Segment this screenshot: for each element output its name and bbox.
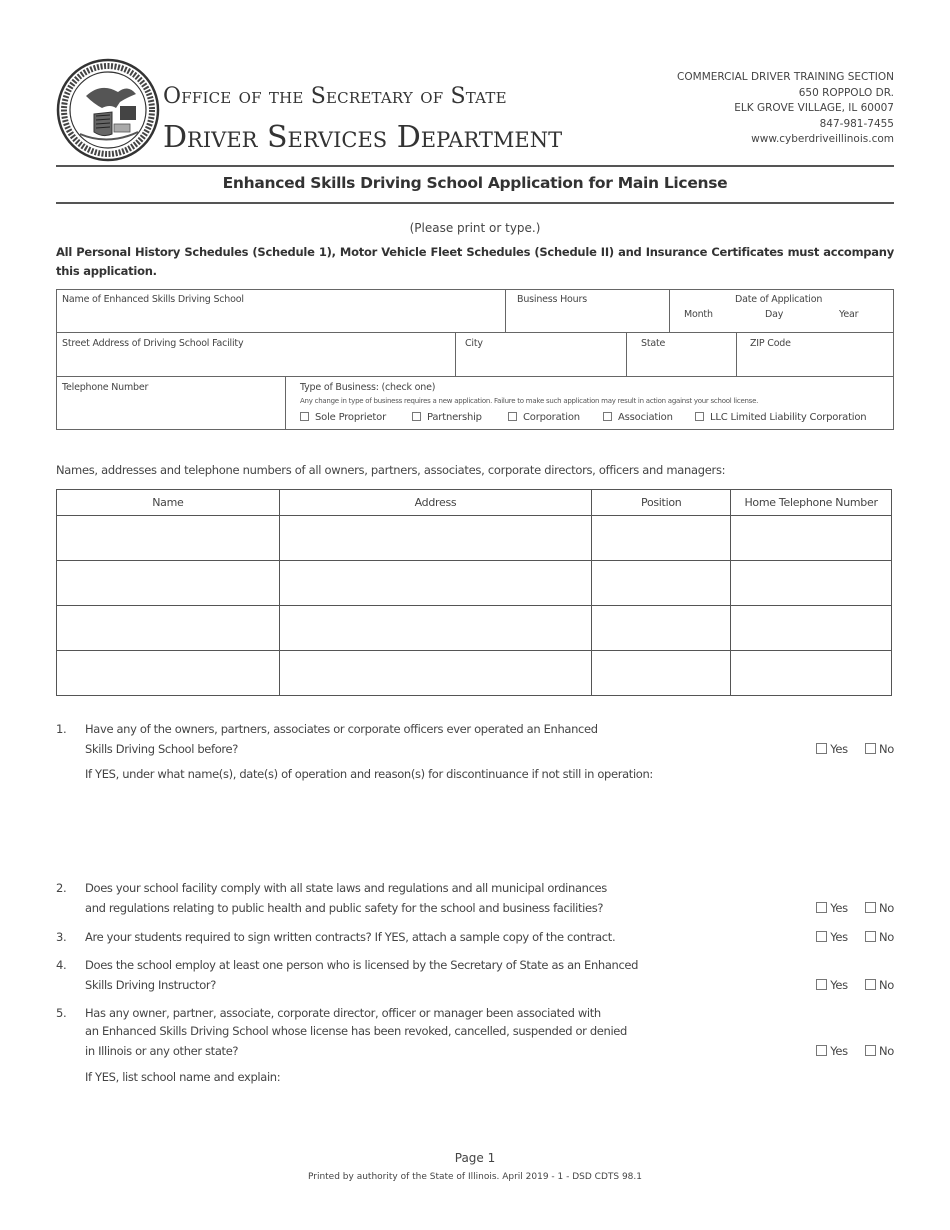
checkbox-icon[interactable]: [695, 412, 704, 421]
business-hours-cell: [505, 289, 670, 333]
question-text-line: an Enhanced Skills Driving School whose license has been revoked, cancelled, suspended or denied: [85, 1024, 627, 1038]
option-corporation[interactable]: Corporation: [508, 412, 580, 423]
option-sole-proprietor[interactable]: Sole Proprietor: [300, 412, 386, 423]
question-text-line: and regulations relating to public health and public safety for the school and business facilities?: [85, 901, 604, 915]
checkbox-icon[interactable]: [816, 1045, 827, 1056]
month-label: Month: [684, 309, 713, 320]
owner-name-cell[interactable]: [57, 606, 280, 651]
checkbox-icon[interactable]: [865, 1045, 876, 1056]
question-text-line: in Illinois or any other state?: [85, 1044, 239, 1058]
no-option[interactable]: No: [865, 739, 894, 759]
state-seal-icon: [56, 58, 160, 162]
street-address: 650 ROPPOLO DR.: [798, 86, 894, 99]
office-title: Office of the Secretary of State: [163, 84, 507, 109]
question-1: [56, 719, 894, 761]
yes-option[interactable]: Yes: [816, 927, 848, 947]
street-address-cell: [56, 332, 456, 377]
column-header-name: Name: [57, 490, 280, 516]
street-address-input[interactable]: [62, 353, 454, 375]
question-1-followup: If YES, under what name(s), date(s) of operation and reason(s) for discontinuance if not still in operation:: [85, 767, 653, 781]
city-cell: [455, 332, 627, 377]
question-text-line: Skills Driving Instructor?: [85, 978, 217, 992]
state-label: State: [641, 338, 666, 349]
form-title: Enhanced Skills Driving School Application for Main License: [222, 174, 728, 192]
no-option[interactable]: No: [865, 927, 894, 947]
table-row: [57, 516, 892, 561]
option-association[interactable]: Association: [603, 412, 673, 423]
no-option[interactable]: No: [865, 975, 894, 995]
question-number: 4.: [56, 958, 67, 972]
attachments-notice: All Personal History Schedules (Schedule 1), Motor Vehicle Fleet Schedules (Schedule II) and Insurance Certificates must accompany this application.: [56, 245, 894, 278]
street-address-label: Street Address of Driving School Facility: [62, 338, 244, 349]
checkbox-icon[interactable]: [508, 412, 517, 421]
state-input[interactable]: [632, 353, 734, 375]
business-type-note: Any change in type of business requires a new application. Failure to make such application may result in action against your school license.: [300, 397, 759, 405]
website-link[interactable]: www.cyberdriveillinois.com: [751, 133, 894, 145]
checkbox-icon[interactable]: [300, 412, 309, 421]
no-option[interactable]: No: [865, 1041, 894, 1061]
day-label: Day: [765, 309, 784, 320]
checkbox-icon[interactable]: [816, 902, 827, 913]
column-header-position: Position: [592, 490, 731, 516]
owner-address-cell[interactable]: [279, 651, 592, 696]
telephone-cell: [56, 376, 286, 430]
telephone-label: Telephone Number: [62, 382, 149, 393]
zip-input[interactable]: [742, 353, 891, 375]
question-number: 1.: [56, 722, 67, 736]
table-row: [57, 651, 892, 696]
city-input[interactable]: [461, 353, 625, 375]
question-text-line: Has any owner, partner, associate, corporate director, officer or manager been associated with: [85, 1006, 601, 1020]
table-row: [57, 606, 892, 651]
page-number: Page 1: [454, 1151, 496, 1165]
contact-address-block: [677, 70, 894, 148]
checkbox-icon[interactable]: [865, 902, 876, 913]
zip-cell: [736, 332, 894, 377]
checkbox-icon[interactable]: [865, 931, 876, 942]
school-name-label: Name of Enhanced Skills Driving School: [62, 294, 244, 305]
date-of-application-cell: [669, 289, 894, 333]
owners-intro-text: Names, addresses and telephone numbers of all owners, partners, associates, corporate directors, officers and managers:: [56, 463, 726, 477]
option-partnership[interactable]: Partnership: [412, 412, 482, 423]
business-hours-label: Business Hours: [517, 294, 587, 305]
department-title: Driver Services Department: [163, 120, 563, 155]
printed-by-notice: Printed by authority of the State of Illinois. April 2019 - 1 - DSD CDTS 98.1: [307, 1172, 642, 1182]
question-number: 5.: [56, 1006, 67, 1020]
year-label: Year: [839, 309, 859, 320]
school-name-cell: [56, 289, 506, 333]
city-label: City: [465, 338, 483, 349]
checkbox-icon[interactable]: [865, 743, 876, 754]
table-row: [57, 561, 892, 606]
question-5: [56, 1003, 894, 1065]
owner-phone-cell[interactable]: [731, 516, 892, 561]
business-type-label: Type of Business: (check one): [300, 382, 436, 393]
section-name: COMMERCIAL DRIVER TRAINING SECTION: [677, 71, 894, 83]
question-3: [56, 927, 894, 949]
title-divider: [56, 202, 894, 204]
owner-name-cell[interactable]: [57, 651, 280, 696]
owner-phone-cell[interactable]: [731, 561, 892, 606]
question-text-line: Have any of the owners, partners, associates or corporate officers ever operated an Enhanced: [85, 722, 598, 736]
owners-header-row: [57, 490, 892, 516]
print-instruction: (Please print or type.): [409, 221, 541, 235]
yes-no-group: [802, 975, 894, 995]
zip-label: ZIP Code: [750, 338, 791, 349]
owner-phone-cell[interactable]: [731, 651, 892, 696]
checkbox-icon[interactable]: [816, 979, 827, 990]
no-option[interactable]: No: [865, 898, 894, 918]
city-state-zip: ELK GROVE VILLAGE, IL 60007: [734, 102, 894, 114]
owner-name-cell[interactable]: [57, 561, 280, 606]
phone-number: 847-981-7455: [819, 117, 894, 130]
owner-name-cell[interactable]: [57, 516, 280, 561]
question-text-line: Skills Driving School before?: [85, 742, 239, 756]
question-1-explanation-input[interactable]: [85, 790, 894, 874]
yes-no-group: [802, 927, 894, 947]
owner-position-cell[interactable]: [592, 606, 731, 651]
owner-position-cell[interactable]: [592, 516, 731, 561]
owners-table: [56, 489, 892, 696]
question-number: 3.: [56, 930, 67, 944]
column-header-home-telephone: Home Telephone Number: [731, 490, 892, 516]
header-divider: [56, 165, 894, 167]
school-name-input[interactable]: [62, 308, 504, 330]
yes-no-group: [802, 1041, 894, 1061]
business-type-cell: [285, 376, 894, 430]
checkbox-icon[interactable]: [603, 412, 612, 421]
yes-no-group: [802, 898, 894, 918]
checkbox-icon[interactable]: [816, 743, 827, 754]
owner-address-cell[interactable]: [279, 561, 592, 606]
owner-address-cell[interactable]: [279, 516, 592, 561]
checkbox-icon[interactable]: [816, 931, 827, 942]
owner-position-cell[interactable]: [592, 561, 731, 606]
owner-position-cell[interactable]: [592, 651, 731, 696]
question-text-line: Does your school facility comply with all state laws and regulations and all municipal ordinances: [85, 881, 607, 895]
question-5-explanation-input[interactable]: [85, 1092, 894, 1146]
owner-address-cell[interactable]: [279, 606, 592, 651]
option-llc[interactable]: LLC Limited Liability Corporation: [695, 412, 866, 423]
question-number: 2.: [56, 881, 67, 895]
telephone-input[interactable]: [62, 399, 284, 425]
owner-phone-cell[interactable]: [731, 606, 892, 651]
question-text-line: Does the school employ at least one person who is licensed by the Secretary of State as an Enhanced: [85, 958, 639, 972]
checkbox-icon[interactable]: [412, 412, 421, 421]
yes-no-group: [802, 739, 894, 759]
question-2: [56, 878, 894, 920]
checkbox-icon[interactable]: [865, 979, 876, 990]
yes-option[interactable]: Yes: [816, 1041, 848, 1061]
date-of-application-label: Date of Application: [735, 294, 823, 305]
yes-option[interactable]: Yes: [816, 739, 848, 759]
question-4: [56, 955, 894, 997]
question-5-followup: If YES, list school name and explain:: [85, 1070, 281, 1084]
column-header-address: Address: [279, 490, 592, 516]
question-text-line: Are your students required to sign written contracts? If YES, attach a sample copy of the contract.: [85, 930, 616, 944]
business-hours-input[interactable]: [511, 308, 667, 330]
state-cell: [626, 332, 737, 377]
yes-option[interactable]: Yes: [816, 898, 848, 918]
yes-option[interactable]: Yes: [816, 975, 848, 995]
